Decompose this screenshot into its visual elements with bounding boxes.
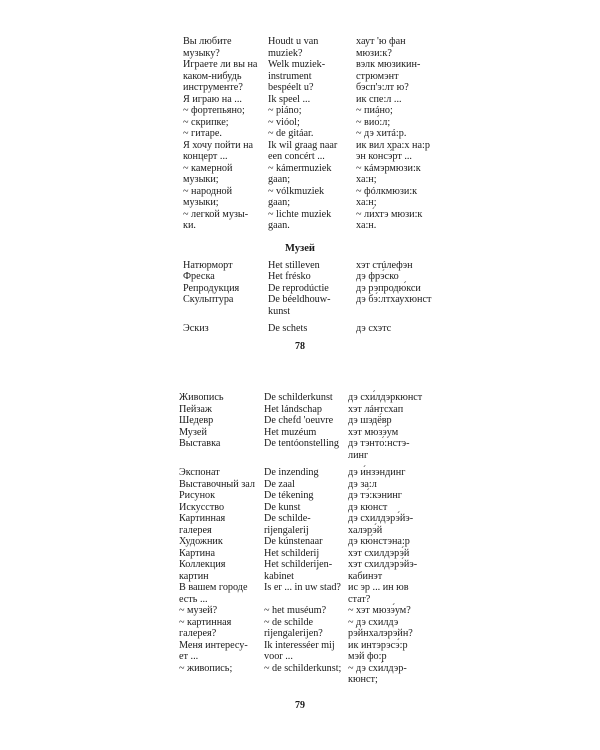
transcription: ~ дэ схилдэ [348,616,399,628]
table-row [0,174,600,186]
transcription: хэт лáнтсхап [348,403,404,415]
transcription: ик интэрэсэ́:р [348,639,408,651]
table-row [0,283,600,295]
table-row [0,594,600,606]
dutch-term: De kunst [264,501,301,513]
table-row [0,479,600,491]
table-row [0,71,600,83]
table-row [0,536,600,548]
transcription: хэт схилдэрэ́й [348,547,410,559]
russian-term: галерея? [179,628,217,639]
page-number: 79 [295,699,305,711]
dutch-term: gaan; [268,174,291,185]
transcription: линг [348,449,369,461]
dutch-term: ~ de gitáar. [268,128,314,139]
dutch-term: De schets [268,323,308,334]
phrase-table-music [0,36,600,232]
dutch-term: Het lándschap [264,403,322,415]
russian-term: Картинная [179,513,226,524]
russian-term: Коллекция [179,559,226,570]
dutch-term: ~ de schilde [264,616,314,628]
transcription: ха:н. [356,220,377,231]
transcription: ~ вио́:л; [356,116,391,128]
russian-term: музыки; [183,174,219,185]
table-row [0,490,600,502]
russian-term: Искусство [179,501,225,513]
russian-term: Рисунок [179,490,216,501]
table-row [0,323,600,335]
transcription: ха:н; [356,174,377,185]
transcription: дэ и́нзэндинг [348,467,406,478]
table-row [0,260,600,272]
dutch-term: De reprodúctie [268,282,329,294]
table-row [0,117,600,129]
russian-term: Шедевр [179,415,214,426]
dutch-term: Het stilleven [268,259,320,271]
table-row [0,617,600,629]
dutch-term: voor ... [264,651,293,662]
russian-term: Музей [179,426,207,438]
phrase-table-museum [0,260,600,335]
russian-term: Пейзаж [179,403,212,415]
transcription: дэ за:л [348,478,377,490]
transcription: мюзи:к? [356,47,392,59]
russian-term: ~ народной [183,185,233,197]
table-row [0,427,600,439]
dutch-term: De schilde- [264,513,311,524]
dutch-term: Het frésko [268,271,311,282]
transcription: хэт стúлефэн [356,259,413,271]
table-row [0,105,600,117]
table-row [0,450,600,462]
russian-term: Натюрморт [183,259,233,271]
russian-term: Вы любите [183,36,232,47]
dutch-term: De béeldhouw- [268,294,331,305]
table-row [0,220,600,232]
dutch-term: De schilderkunst [264,392,333,403]
table-row [0,571,600,583]
russian-term: Живопись [179,392,224,403]
russian-term: галерея [179,524,212,536]
dutch-term: Het schilderijen- [264,559,333,570]
transcription: халэрэ́й [348,524,383,536]
transcription: дэ шэдё́вр [348,415,392,426]
table-row [0,209,600,221]
russian-term: есть ... [179,593,208,605]
dutch-term: De inzending [264,467,319,478]
russian-term: Репродукция [183,282,240,294]
dutch-term: Ik interesséer mij [264,639,335,651]
transcription: дэ схэтс [356,323,392,334]
table-row [0,186,600,198]
russian-term: Художник [179,536,223,547]
russian-term: музыки; [183,197,219,208]
dutch-term: De zaal [264,478,295,490]
russian-term: В вашем городе [179,582,248,593]
dutch-term: instrument [268,70,312,82]
dutch-term: Het muzéum [264,426,317,438]
dutch-term: Ik wil graag naar [268,139,338,151]
russian-term: музыку? [183,47,220,59]
transcription: ~ хэт мюзэ́ум? [348,605,411,616]
table-row [0,651,600,663]
table-row [0,467,600,479]
transcription: ~ фóлкмюзи:к [356,185,418,197]
page-79 [0,392,600,711]
table-row [0,628,600,640]
table-row [0,82,600,94]
dutch-term: ~ lichte muziek [268,208,332,220]
transcription: дэ тэнто́:нстэ- [348,438,410,449]
page-78 [0,36,600,352]
dutch-term: Het schilderij [264,547,320,559]
transcription: ~ пиáно; [356,105,393,116]
transcription: мэй фо:р [348,651,387,662]
table-row [0,306,600,318]
table-row [0,605,600,617]
page-number: 78 [295,340,305,352]
russian-term: ~ музей? [179,605,218,616]
transcription: дэ схи́лдэркюнст [348,392,423,403]
transcription: стрюмэнт [356,70,399,82]
table-row [0,59,600,71]
table-row [0,140,600,152]
russian-term: ки. [183,220,196,231]
table-row [0,640,600,652]
russian-term: картин [179,570,209,582]
russian-term: Играете ли вы на [183,59,258,70]
dutch-term: Welk muziek- [268,59,326,70]
dutch-term: Ik speel ... [268,93,311,105]
dutch-term: kunst [268,305,291,317]
dutch-term: De tentóonstelling [264,438,339,449]
table-row [0,548,600,560]
russian-term: концерт ... [183,151,228,162]
table-row [0,559,600,571]
transcription: ~ дэ хитá:р. [356,128,407,139]
table-row [0,502,600,514]
transcription: хэт схилдэрэ́йэ- [348,559,418,570]
russian-term: Выставочный зал [179,478,255,490]
russian-term: ~ скрипке; [183,116,229,128]
dutch-term: ~ vióol; [268,116,300,128]
dutch-term: gaan; [268,197,291,208]
dutch-term: Houdt u van [268,36,319,47]
transcription: бэсп'э:лт ю? [356,82,409,93]
russian-term: Экспонат [179,467,220,478]
russian-term: ~ картинная [179,616,232,628]
transcription: ик вил хра:х на:р [356,139,430,151]
table-row [0,438,600,450]
table-row [0,271,600,283]
transcription: дэ фрэ́ско [356,271,399,282]
russian-term: ~ фортепьяно; [183,105,245,116]
russian-term: ~ живопись; [179,662,233,674]
dutch-term: Is er ... in uw stad? [264,582,341,593]
russian-term: ~ легкой музы- [183,208,249,220]
dutch-term: De chefd 'oeuvre [264,415,334,426]
russian-term: ~ камерной [183,162,233,174]
russian-term: ет ... [179,651,199,662]
transcription: эн консэ́рт ... [356,151,412,162]
transcription: дэ рэпродю́кси [356,282,421,294]
table-row [0,404,600,416]
table-row [0,674,600,686]
russian-term: Я играю на ... [183,93,242,105]
russian-term: ~ гитаре. [183,128,222,139]
dutch-term: De kúnstenaar [264,536,323,547]
section-heading-museum: Музей [285,242,315,254]
dutch-term: De tékening [264,490,314,501]
dutch-term: kabinet [264,570,294,582]
table-row [0,392,600,404]
transcription: ~ кáмэрмюзи:к [356,162,421,174]
table-row [0,94,600,106]
dutch-term: ~ het muséum? [264,605,327,616]
dutch-term: rijengalerij [264,524,309,536]
transcription: дэ схилдэрэ́йэ- [348,513,414,524]
transcription: стат? [348,593,371,605]
russian-term: Выставка [179,438,221,449]
dutch-term: ~ piáno; [268,105,302,116]
transcription: ~ дэ схи́лдэр- [348,662,407,674]
transcription: хэт мюзэ́ум [348,426,399,438]
transcription: дэ тэ́:кэнинг [348,490,402,501]
russian-term: Скульптура [183,294,234,305]
dutch-term: rijengalerijen? [264,628,323,639]
dutch-term: muziek? [268,47,303,59]
table-row [0,151,600,163]
transcription: ик спе:л ... [356,93,402,105]
transcription: ~ ли́хтэ мюзи:к [356,208,423,220]
dutch-term: een concért ... [268,151,325,162]
transcription: дэ кюнст [348,501,388,513]
dutch-term: ~ kámermuziek [268,162,332,174]
transcription: кюнст; [348,674,378,685]
transcription: рэ́йнхалэрэйн? [348,628,413,639]
table-row [0,36,600,48]
transcription: дэ бэ́:лтхаухюнст [356,294,432,305]
table-row [0,48,600,60]
russian-term: Меня интересу- [179,639,248,651]
dutch-term: gaan. [268,220,290,231]
table-row [0,415,600,427]
transcription: дэ кю́нстэна:р [348,536,410,547]
dutch-term: ~ vólkmuziek [268,185,325,197]
dutch-term: bespéelt u? [268,82,314,93]
table-row [0,525,600,537]
table-row [0,513,600,525]
transcription: хаут 'ю фан [356,36,406,47]
transcription: кабинэт [348,570,383,582]
table-row [0,128,600,140]
table-row [0,294,600,306]
table-row [0,663,600,675]
russian-term: Фреска [183,271,215,282]
transcription: вэлк мюзикин- [356,59,421,70]
russian-term: Картина [179,547,216,559]
russian-term: Эскиз [183,323,209,334]
russian-term: инструменте? [183,82,243,93]
russian-term: Я хочу пойти на [183,139,254,151]
dutch-term: ~ de schilderkunst; [264,662,342,674]
russian-term: каком-нибудь [183,70,242,82]
table-row [0,197,600,209]
transcription: ха:н; [356,197,377,208]
phrase-table-art [0,392,600,686]
transcription: ис эр ... ин юв [348,582,409,593]
table-row [0,582,600,594]
table-row [0,163,600,175]
